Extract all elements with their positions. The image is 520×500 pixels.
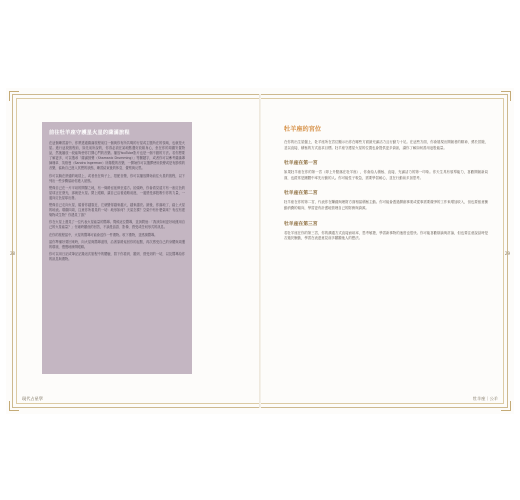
exercise-sidebar [42, 122, 192, 374]
right-page-content [284, 124, 488, 242]
sidebar-paragraph: 在這個練習當中，你將透過薩滿旅程前往一個與你有所共鳴的行星或主題所在的領域，也就是火星。進行這段旅程前，如先前所說的，你得必須在某地點選好放鬆身心，坐在你的周圍安置物品，然後播放一段能夠使你打開心門的音樂。播放YouTube影片也是一個不錯的方法。若你想要了解更多，可以搜尋「薩滿鼓聲（Shamanic Drumming）」等關鍵字，或者你可以參考薩滿導師珊卓．英格曼（Sandra Ingerman）所錄製的音樂，一開始你可以選擇使用鼓聲或是有節奏的音樂，協助自己進入冥想的狀態，練習結束後的休息、覺察與反思。 [49, 141, 185, 171]
chapter-title: 牡羊座的宮位 [284, 126, 322, 133]
page-number-left: 28 [10, 251, 16, 256]
corner-ornament [9, 401, 19, 411]
sidebar-title: 前往牡羊座守護星火星的薩滿旅程 [49, 130, 130, 136]
sidebar-paragraph: 你在火星上遇見了一位代表火星能量的嚮導。問候這位嚮導，並詢問他：「我該如何更好地運用自己的火星能量？」仔細聆聽他的回答，不論是話語、影像、感受或任何形式的訊息。 [49, 220, 185, 230]
section-heading: 牡羊座在第一宮 [284, 161, 318, 167]
corner-ornament [501, 91, 511, 101]
book-gutter [259, 94, 261, 408]
corner-ornament [501, 401, 511, 411]
sidebar-paragraph: 當你準備好要回來時，向火星與嚮導道別，沿著原路返回你的起點，再次感受自己的身體與周遭的環境，慢慢地睜開眼睛。 [49, 239, 185, 249]
sidebar-paragraph: 想像自己走向火星，隨著你越靠近，它就變得越來越大，越來越亮。最後，你落地了，踏上火星的地表。環顧四周，注意你所看見的一切：地形如何？天氣怎樣？空氣中有什麼氣味？有沒有建築物或生物？你遇見了誰？ [49, 203, 185, 218]
footer-book-title: 現代占星學 [22, 396, 43, 401]
sidebar-paragraph: 你可以用日記或筆記記錄這次旅程中的體驗，寫下你看到、聽到、感受到的一切，以及嚮導給你的訊息與禮物。 [49, 251, 185, 261]
section-paragraph: 如果牡羊座在你的第一宮（即上升點落在牡羊座），你會給人積極、直接、充滿活力的第一印象。你天生具有領導能力，喜歡開創新局面，也經常是團體中率先行動的人。你可能性子較急，需要學習耐心，並在行動前多加思考。 [284, 170, 488, 180]
section-heading: 牡羊座在第二宮 [284, 191, 318, 197]
section-paragraph: 若牡羊座在你的第三宮，你的溝通方式直接而坦率，思考敏捷，學習新事物的速度也很快。你可能喜歡辯論與討論，但也要注意說話時是否過於衝動，學習在表達意見前多聽聽他人的想法。 [284, 230, 488, 241]
section-heading: 牡羊座在第三宮 [284, 221, 318, 227]
sidebar-paragraph: 在你的旅程當中，火星的嚮導可能會送你一件禮物。收下禮物，並感謝嚮導。 [49, 232, 158, 237]
section-paragraph: 牡羊座在你的第二宮，代表你在賺錢與理財方面相當積極主動。你可能會透過開創事業或從事需要競爭的工作來增加收入，但也要留意衝動消費的傾向，學習更有計畫地管理自己的財務與資源。 [284, 200, 488, 210]
page-number-right: 29 [504, 251, 510, 256]
book-spread [6, 88, 514, 414]
intro-paragraph: 在你的出生星盤上，牡羊座所在宮位顯示出你在哪些方面最充滿活力且行動力十足。在這些方面，你會展現出開創者的精神，勇於冒險，並以直接、積極的方式追求目標。牡羊座守護星火星的位置也會提供更多資訊，讓你了解如何善用這股能量。 [284, 140, 488, 150]
corner-ornament [9, 91, 19, 101]
sidebar-paragraph: 想像自己在一片平坦的開闊之地，有一條路徑延伸至遠方。抬頭時，你會看見遠方有一座紅色的星球正在發光，那就是火星。閉上眼睛，讓自己沿著道路前進，一邊感受那股吸引你的力量，一邊向紅色星球出發。 [49, 185, 185, 200]
sidebar-paragraph: 你可以躺在舒適的地毯上，或者坐在椅子上，搭配音樂，你可以播放開始前往火星的旅程，以下列出一些步驟協助你進入狀態。 [49, 173, 185, 183]
footer-chapter-title: 牡羊座｜公羊 [472, 396, 498, 401]
